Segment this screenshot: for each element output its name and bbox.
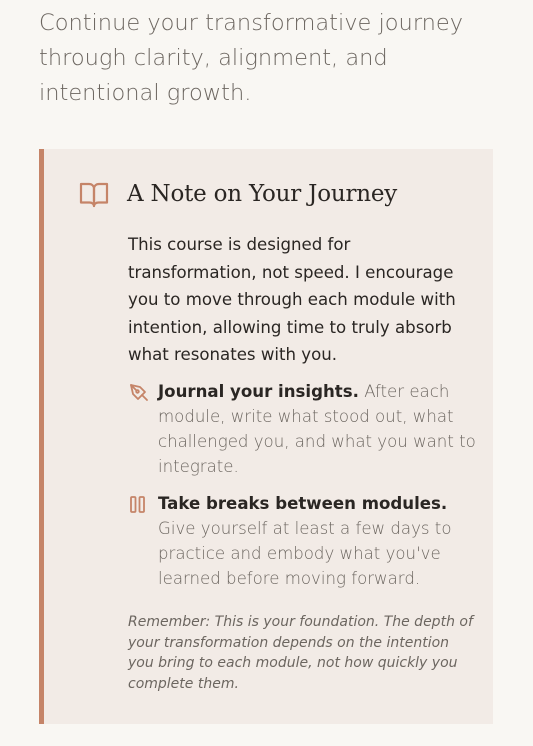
book-open-icon	[79, 180, 109, 208]
pause-icon	[128, 494, 150, 516]
journey-note-card	[39, 149, 493, 724]
note-title: A Note on Your Journey	[127, 181, 398, 207]
note-header	[79, 180, 397, 208]
tip-description: After each module, write what stood out, what challenged you, and what you want to integrate.	[158, 382, 476, 476]
tip-journal	[128, 379, 478, 479]
tip-description: Give yourself at least a few days to practice and embody what you've learned before moving forward.	[158, 519, 452, 588]
tip-title: Take breaks between modules.	[158, 494, 448, 513]
tip-breaks	[128, 491, 478, 591]
tip-title: Journal your insights.	[158, 382, 359, 401]
intro-text: Continue your transformative journey through clarity, alignment, and intentional growth.	[39, 10, 464, 106]
pen-tool-icon	[128, 382, 150, 404]
note-body: This course is designed for transformation, not speed. I encourage you to move through each module with intention, allowing time to truly absorb what resonates with you.	[128, 235, 456, 364]
tips-list	[128, 379, 478, 603]
note-footer: Remember: This is your foundation. The depth of your transformation depends on the intention you bring to each module, not how quickly you complete them.	[128, 614, 473, 692]
